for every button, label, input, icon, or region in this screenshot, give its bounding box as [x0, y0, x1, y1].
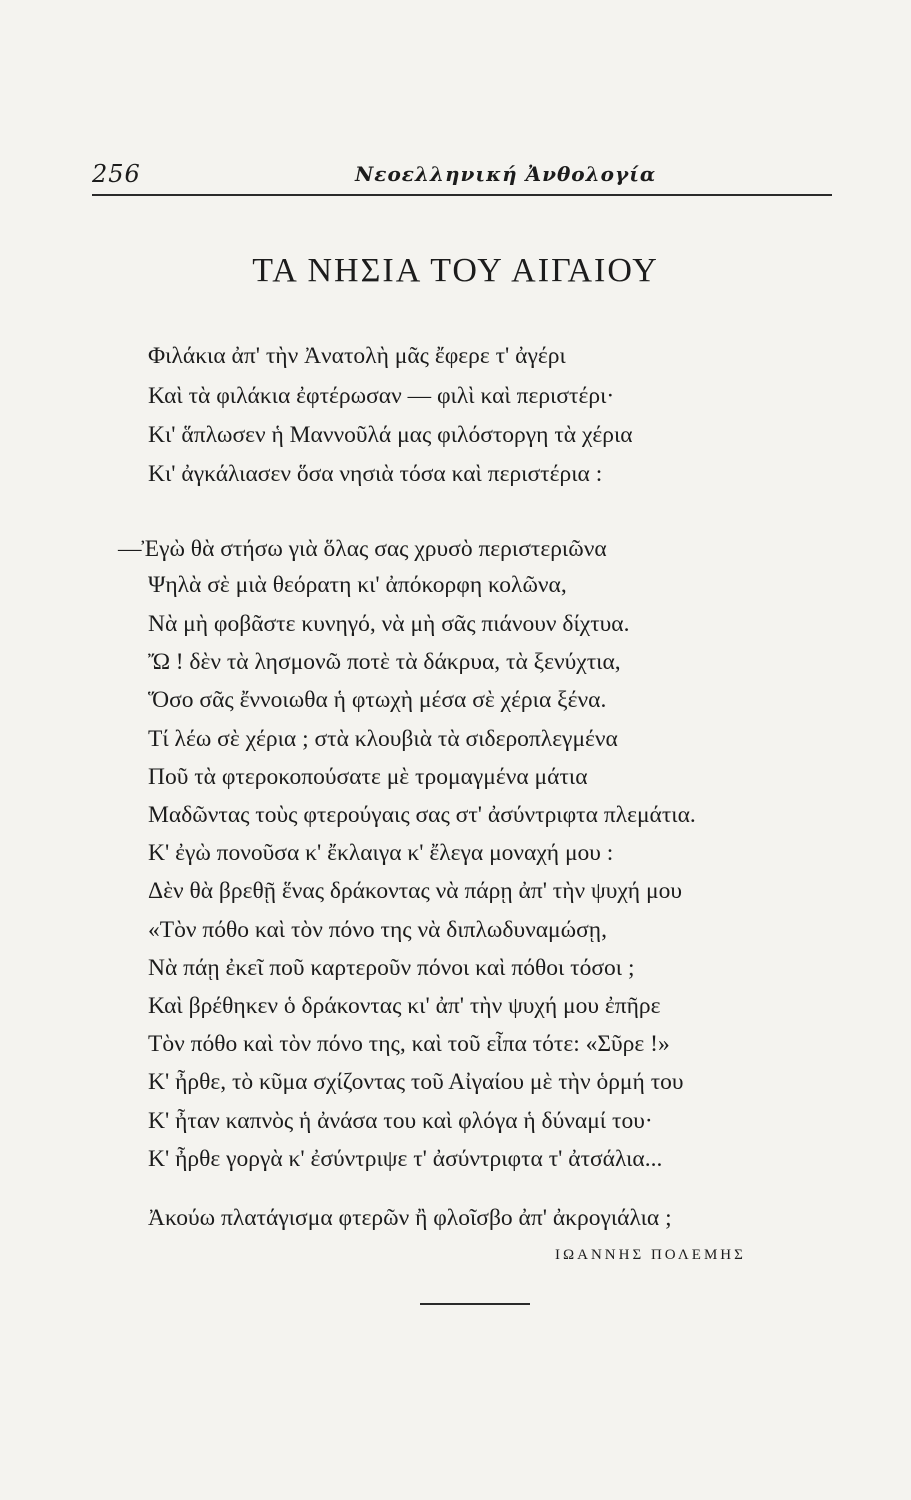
verse-line: Καὶ τὰ φιλάκια ἐφτέρωσαν — φιλὶ καὶ περιστέρι· — [148, 383, 615, 409]
verse-line: Κι' ἀγκάλιασεν ὅσα νησιὰ τόσα καὶ περιστέρια : — [148, 461, 603, 487]
verse-line: Δὲν θὰ βρεθῇ ἕνας δράκοντας νὰ πάρῃ ἀπ' τὴν ψυχή μου — [148, 878, 682, 904]
verse-line: —Ἐγὼ θὰ στήσω γιὰ ὅλας σας χρυσὸ περιστεριῶνα — [118, 536, 607, 562]
verse-line: Κ' ἦταν καπνὸς ἡ ἀνάσα του καὶ φλόγα ἡ δύναμί του· — [148, 1108, 653, 1134]
running-head: Νεοελληνική Ἀνθολογία — [355, 162, 657, 186]
verse-line: Ὤ ! δὲν τὰ λησμονῶ ποτὲ τὰ δάκρυα, τὰ ξενύχτια, — [148, 649, 621, 675]
verse-line: Ἀκούω πλατάγισμα φτερῶν ἢ φλοῖσβο ἀπ' ἀκρογιάλια ; — [148, 1205, 672, 1231]
poem-title: ΤΑ ΝΗΣΙΑ ΤΟΥ ΑΙΓΑΙΟΥ — [252, 252, 659, 289]
verse-line: Κ' ἐγὼ πονοῦσα κ' ἔκλαιγα κ' ἔλεγα μοναχή μου : — [148, 840, 614, 866]
verse-line: «Τὸν πόθο καὶ τὸν πόνο της νὰ διπλωδυναμώσῃ, — [148, 917, 607, 943]
end-rule — [420, 1303, 530, 1305]
page-number: 256 — [92, 160, 141, 188]
verse-line: Νὰ πάῃ ἐκεῖ ποῦ καρτεροῦν πόνοι καὶ πόθοι τόσοι ; — [148, 955, 635, 981]
verse-line: Τὸν πόθο καὶ τὸν πόνο της, καὶ τοῦ εἶπα τότε: «Σῦρε !» — [148, 1031, 670, 1057]
verse-line: Ὅσο σᾶς ἔννοιωθα ἡ φτωχὴ μέσα σὲ χέρια ξένα. — [148, 687, 607, 713]
author-signature: ΙΩΑΝΝΗΣ ΠΟΛΕΜΗΣ — [555, 1247, 746, 1263]
verse-line: Κ' ἦρθε, τὸ κῦμα σχίζοντας τοῦ Αἰγαίου μὲ τὴν ὁρμή του — [148, 1069, 684, 1095]
verse-line: Ψηλὰ σὲ μιὰ θεόρατη κι' ἀπόκορφη κολῶνα, — [148, 572, 567, 598]
verse-line: Ποῦ τὰ φτεροκοπούσατε μὲ τρομαγμένα μάτια — [148, 764, 588, 790]
verse-line: Κι' ἅπλωσεν ἡ Μαννοῦλά μας φιλόστοργη τὰ χέρια — [148, 422, 633, 448]
verse-line: Κ' ἦρθε γοργὰ κ' ἐσύντριψε τ' ἀσύντριφτα τ' ἀτσάλια... — [148, 1146, 663, 1172]
verse-line: Καὶ βρέθηκεν ὁ δράκοντας κι' ἀπ' τὴν ψυχή μου ἐπῆρε — [148, 993, 661, 1019]
verse-line: Τί λέω σὲ χέρια ; στὰ κλουβιὰ τὰ σιδεροπλεγμένα — [148, 726, 618, 752]
verse-line: Φιλάκια ἀπ' τὴν Ἀνατολὴ μᾶς ἔφερε τ' ἀγέρι — [148, 343, 566, 369]
verse-line: Μαδῶντας τοὺς φτερούγαις σας στ' ἀσύντριφτα πλεμάτια. — [148, 802, 696, 828]
verse-line: Νὰ μὴ φοβᾶστε κυνηγό, νὰ μὴ σᾶς πιάνουν δίχτυα. — [148, 611, 630, 637]
